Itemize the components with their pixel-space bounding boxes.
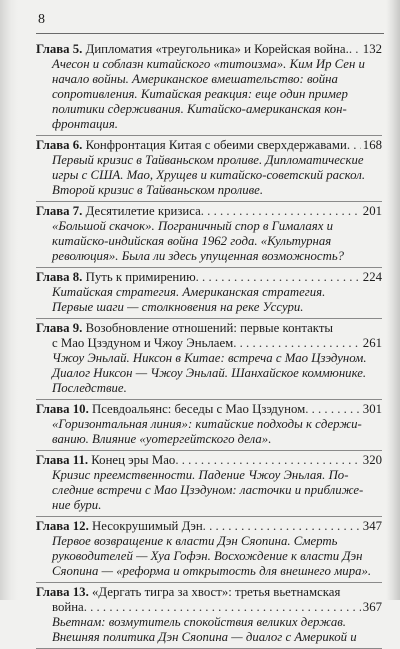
chapter-page-number: 367 [362,600,382,614]
chapter-title: Конфронтация Китая с обеими сверхдержавами [85,138,347,152]
chapter-subtopics [36,534,382,579]
subtopic-line: Первые шаги — столкновения на реке Уссури. [52,300,304,314]
subtopic-line: «Большой скачок». Пограничный спор в Гималаях и [52,219,334,233]
subtopic-line: «Горизонтальная линия»: китайские подходы к сдержи- [52,417,362,431]
subtopic-line: Вьетнам: возмутитель спокойствия великих держав. [52,615,346,629]
chapter-subtopics [36,219,382,264]
chapter-page-number: 320 [362,453,382,467]
chapter-label: Глава 11. [36,453,89,467]
chapter-page-number: 261 [362,336,382,350]
subtopic-line: игры с США. Мао, Хрущев и китайско-советский раскол. [52,168,366,182]
chapter-label: Глава 9. [36,321,83,335]
chapter-subtopics [36,468,382,513]
page-gutter-shadow [0,0,18,600]
toc-chapter-entry [36,517,382,583]
chapter-page-number: 224 [362,270,382,284]
chapter-title: Псевдоальянс: беседы с Мао Цзэдуном [91,402,306,416]
subtopic-line: Второй кризис в Тайваньском проливе. [52,183,264,197]
chapter-label: Глава 12. [36,519,89,533]
chapter-title-cont: война [52,600,84,614]
chapter-page-number: 201 [362,204,382,218]
subtopic-line: руководителей — Хуа Гофэн. Восхождение к власти Дэн [52,549,363,563]
header-rule [36,33,384,34]
subtopic-line: Внешняя политика Дэн Сяопина — диалог с Америкой и [52,630,357,644]
chapter-title: Десятилетие кризиса [85,204,201,218]
chapter-heading [36,138,382,153]
toc-chapter-entry [36,268,382,319]
chapter-subtopics [36,615,382,645]
subtopic-line: фронтация. [52,117,118,131]
page-edge-shadow [386,0,400,600]
subtopic-line: Сяопина — «реформа и открытость для внешнего мира». [52,564,372,578]
subtopic-line: Диалог Никсон — Чжоу Эньлай. Шанхайское коммюнике. [52,366,367,380]
subtopic-line: китайско-индийская война 1962 года. «Культурная [52,234,332,248]
chapter-subtopics [36,351,382,396]
chapter-label: Глава 10. [36,402,89,416]
chapter-subtopics [36,285,382,315]
toc-chapter-entry [36,400,382,451]
dot-leader [203,519,361,534]
toc-chapter-entry [36,40,382,136]
chapter-heading [36,519,382,534]
subtopic-line: революция». Была ли здесь упущенная возможность? [52,249,345,263]
subtopic-line: начало войны. Американское вмешательство: война [52,72,338,86]
chapter-title: Путь к примирению [85,270,196,284]
chapter-title: «Дергать тигра за хвост»: третья вьетнамская [91,585,341,599]
chapter-label: Глава 13. [36,585,89,599]
dot-leader [175,453,360,468]
chapter-heading [36,453,382,468]
chapter-title-continued [36,336,382,351]
chapter-page-number: 132 [362,42,382,56]
chapter-label: Глава 8. [36,270,83,284]
chapter-title-continued [36,600,382,615]
chapter-title-cont: с Мао Цзэдуном и Чжоу Эньлаем [52,336,234,350]
chapter-heading [36,270,382,285]
chapter-title: Дипломатия «треугольника» и Корейская война. [85,42,349,56]
chapter-heading [36,402,382,417]
chapter-page-number: 301 [362,402,382,416]
chapter-title: Конец эры Мао [91,453,176,467]
dot-leader [201,204,361,219]
subtopic-line: Последствие. [52,381,127,395]
subtopic-line: ванию. Влияние «уотергейтского дела». [52,432,272,446]
toc-chapter-entry [36,319,382,400]
page-number: 8 [38,12,46,27]
toc-chapter-entry [36,451,382,517]
dot-leader [84,600,361,615]
subtopic-line: Первый кризис в Тайваньском проливе. Дипломатические [52,153,364,167]
chapter-label: Глава 7. [36,204,83,218]
chapter-title: Несокрушимый Дэн [91,519,203,533]
toc-chapter-entry [36,136,382,202]
subtopic-line: сопротивления. Китайская реакция: еще один пример [52,87,348,101]
chapter-page-number: 168 [362,138,382,152]
chapter-title: Возобновление отношений: первые контакты [85,321,334,335]
toc-chapter-entry [36,583,382,649]
chapter-subtopics [36,153,382,198]
subtopic-line: политики сдерживания. Китайско-американская кон- [52,102,347,116]
subtopic-line: ние бури. [52,498,102,512]
toc-chapter-entry [36,202,382,268]
chapter-heading [36,321,382,336]
chapter-label: Глава 6. [36,138,83,152]
dot-leader [347,138,361,153]
subtopic-line: Ачесон и соблазн китайского «титоизма». Ким Ир Сен и [52,57,365,71]
dot-leader [305,402,361,417]
chapter-heading [36,585,382,600]
dot-leader [233,336,361,351]
chapter-label: Глава 5. [36,42,83,56]
chapter-subtopics [36,57,382,132]
chapter-page-number: 347 [362,519,382,533]
chapter-subtopics [36,417,382,447]
table-of-contents [36,40,382,649]
subtopic-line: следние встречи с Мао Цзэдуном: ласточки и приближе- [52,483,364,497]
subtopic-line: Первое возвращение к власти Дэн Сяопина. Смерть [52,534,338,548]
dot-leader [196,270,361,285]
chapter-heading [36,42,382,57]
dot-leader [349,42,361,57]
subtopic-line: Китайская стратегия. Американская стратегия. [52,285,326,299]
chapter-heading [36,204,382,219]
subtopic-line: Чжоу Эньлай. Никсон в Китае: встреча с Мао Цзэдуном. [52,351,367,365]
subtopic-line: Кризис преемственности. Падение Чжоу Эньлая. По- [52,468,349,482]
